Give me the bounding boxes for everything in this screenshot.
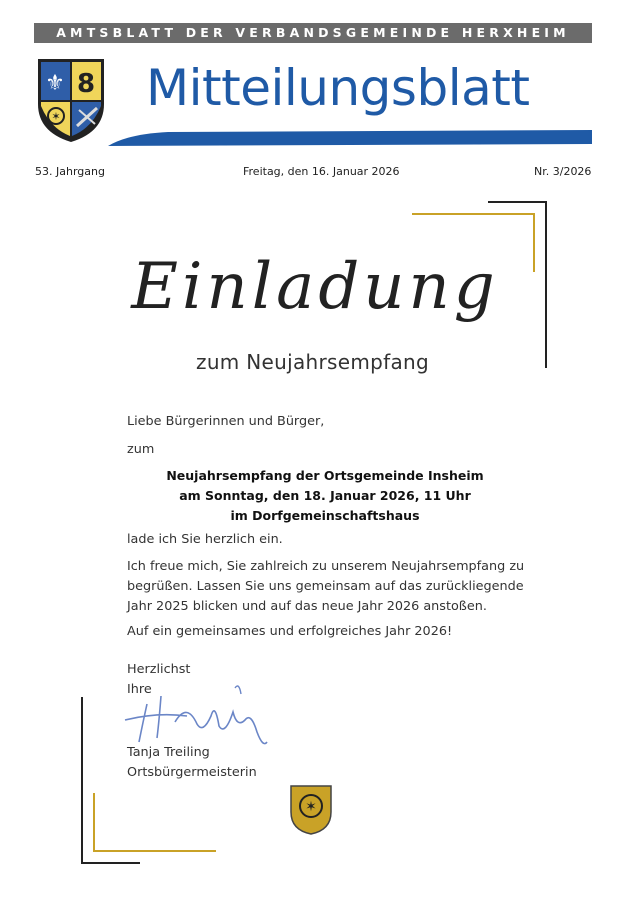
invitation-script-title: [131, 230, 499, 350]
decorative-frame-bottom-left: [80, 697, 216, 867]
invitation-subtitle: zum Neujahrsempfang: [196, 350, 429, 374]
masthead-band: AMTSBLATT DER VERBANDSGEMEINDE HERXHEIM: [34, 23, 592, 43]
paragraph-line-1: Ich freue mich, Sie zahlreich zu unserem Neujahrsempfang zu: [127, 559, 525, 574]
event-line-2: am Sonntag, den 18. Januar 2026, 11 Uhr: [179, 488, 471, 503]
municipal-seal-icon: [289, 784, 333, 836]
svg-text:8: 8: [76, 69, 96, 99]
signer-name: Tanja Treiling: [127, 745, 210, 760]
intro-word: zum: [127, 442, 155, 457]
svg-text:Einladung: Einladung: [131, 250, 499, 324]
closing-wish: Auf ein gemeinsames und erfolgreiches Jahr 2026!: [127, 624, 453, 639]
sign-off: Herzlichst: [127, 662, 191, 677]
signer-title: Ortsbürgermeisterin: [127, 765, 257, 780]
event-line-1: Neujahrsempfang der Ortsgemeinde Insheim: [166, 468, 484, 483]
event-line-3: im Dorfgemeinschaftshaus: [230, 508, 420, 523]
svg-text:✶: ✶: [305, 799, 317, 815]
issue-number: Nr. 3/2026: [534, 165, 592, 178]
invite-line: lade ich Sie herzlich ein.: [127, 532, 283, 547]
paragraph-line-2: begrüßen. Lassen Sie uns gemeinsam auf das zurückliegende: [127, 579, 524, 594]
issue-date: Freitag, den 16. Januar 2026: [243, 165, 400, 178]
paragraph-line-3: Jahr 2025 blicken und auf das neue Jahr 2026 anstoßen.: [127, 599, 487, 614]
sign-off-ihre: Ihre: [127, 682, 152, 697]
coat-of-arms-icon: [35, 56, 107, 144]
masthead-title: Mitteilungsblatt: [146, 59, 530, 117]
svg-text:⚜: ⚜: [45, 71, 65, 96]
volume-label: 53. Jahrgang: [35, 165, 105, 178]
greeting: Liebe Bürgerinnen und Bürger,: [127, 414, 325, 429]
masthead-swoosh: [108, 112, 592, 148]
svg-text:✶: ✶: [51, 110, 61, 123]
